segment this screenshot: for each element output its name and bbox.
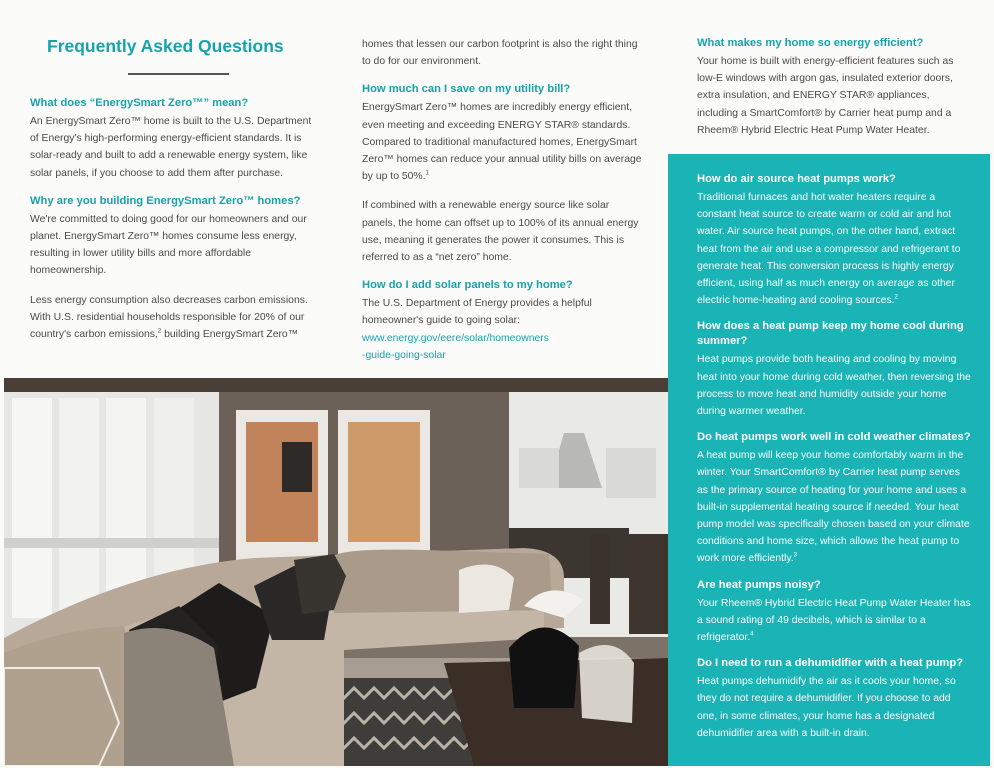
faq-question: Why are you building EnergySmart Zero™ homes? <box>30 194 301 207</box>
faq-answer: Less energy consumption also decreases carbon emissions. With U.S. residential households responsible for 20% of our country's carbon emissions,$^2$ building EnergySmart Zero™ <box>30 294 308 341</box>
faq-question: Do I need to run a dehumidifier with a heat pump? <box>697 657 964 670</box>
faq-column-2 <box>362 36 644 364</box>
solar-guide-link[interactable]: www.energy.gov/eere/solar/homeowners <box>362 332 549 344</box>
faq-question: How much can I save on my utility bill? <box>362 83 571 96</box>
faq-answer: Your home is built with energy-efficient features such as low-E windows with argon gas, insulated exterior doors, extra insulation, and ENERGY STAR® appliances, including a SmartComfort® by Carrier heat pump and a Rheem® Hybrid Electric Heat Pump Water Heater. <box>697 56 954 136</box>
solar-guide-link-continued[interactable]: -guide-going-solar <box>362 349 446 361</box>
faq-question: Do heat pumps work well in cold weather climates? <box>697 431 971 444</box>
faq-question: How does a heat pump keep my home cool during summer? <box>697 320 964 348</box>
faq-column-3 <box>697 36 969 151</box>
faq-answer: EnergySmart Zero™ homes are incredibly energy efficient, even meeting and exceeding ENERGY STAR® standards. Compared to traditional manufactured homes, EnergySmart Zero™ homes can reduce your annual utility bills on average by up to 50%.$^1$ <box>362 102 642 183</box>
footnote-ref: 3 <box>793 552 797 559</box>
faq-question: What makes my home so energy efficient? <box>697 37 924 49</box>
living-room-photo <box>4 378 668 766</box>
faq-column-1 <box>30 96 320 355</box>
title-divider <box>128 73 229 75</box>
faq-answer: Your Rheem® Hybrid Electric Heat Pump Water Heater has a sound rating of 49 decibels, which is similar to a refrigerator.$^4$ <box>697 597 971 644</box>
footnote-ref: 2 <box>894 294 898 301</box>
faq-answer: Heat pumps provide both heating and cooling by moving heat into your home during cold weather, then reversing the process to move heat and humidity outside your home during warmer weather. <box>697 354 971 418</box>
faq-answer: Traditional furnaces and hot water heaters require a constant heat source to create warm or cold air and hot water. Air source heat pumps, on the other hand, extract heat from the air and use a compressor and refrigerant to generate heat. This conversion process is highly energy efficient, using half as much energy on average as other electric home-heating and cooling sources.$^2$ <box>697 192 961 307</box>
faq-question: Are heat pumps noisy? <box>697 578 821 591</box>
faq-answer: An EnergySmart Zero™ home is built to the U.S. Department of Energy's high-performing energy-efficient standards. It is solar-ready and built to add a renewable energy system, like solar panels, if you choose to add them after purchase. <box>30 116 312 179</box>
faq-answer: Heat pumps dehumidify the air as it cools your home, so they do not require a dehumidifier. If you choose to add one, in some climates, your home has a designated dehumidifier area with a built-in drain. <box>697 676 956 739</box>
faq-answer: The U.S. Department of Energy provides a helpful homeowner's guide to going solar: <box>362 298 592 327</box>
faq-question: How do air source heat pumps work? <box>697 173 896 185</box>
faq-question: What does “EnergySmart Zero™” mean? <box>30 97 249 109</box>
faq-column-4 <box>697 172 973 752</box>
faq-question: How do I add solar panels to my home? <box>362 279 573 292</box>
faq-answer: A heat pump will keep your home comfortably warm in the winter. Your SmartComfort® by Carrier heat pump serves as the primary source of heating for your home and uses a built-in supplemental heating source if needed. Your heat pump model was specifically chosen based on your climate conditions and home size, which allows the heat pump to work more efficiently.$^3$ <box>697 450 970 565</box>
faq-answer: If combined with a renewable energy source like solar panels, the home can offset up to 100% of its annual energy use, meaning it generates the power it consumes. This is referred to as a “net zero” home. <box>362 200 639 264</box>
page-title: Frequently Asked Questions <box>47 36 284 56</box>
faq-answer: We're committed to doing good for our homeowners and our planet. EnergySmart Zero™ homes consume less energy, resulting in lower utility bills and more affordable homeownership. <box>30 213 307 277</box>
footnote-ref: 2 <box>157 328 162 335</box>
footnote-ref: 1 <box>425 170 429 177</box>
faq-answer-continued: homes that lessen our carbon footprint is also the right thing to do for our environment. <box>362 39 638 68</box>
living-room-illustration <box>4 378 668 766</box>
footnote-ref: 4 <box>750 631 754 638</box>
